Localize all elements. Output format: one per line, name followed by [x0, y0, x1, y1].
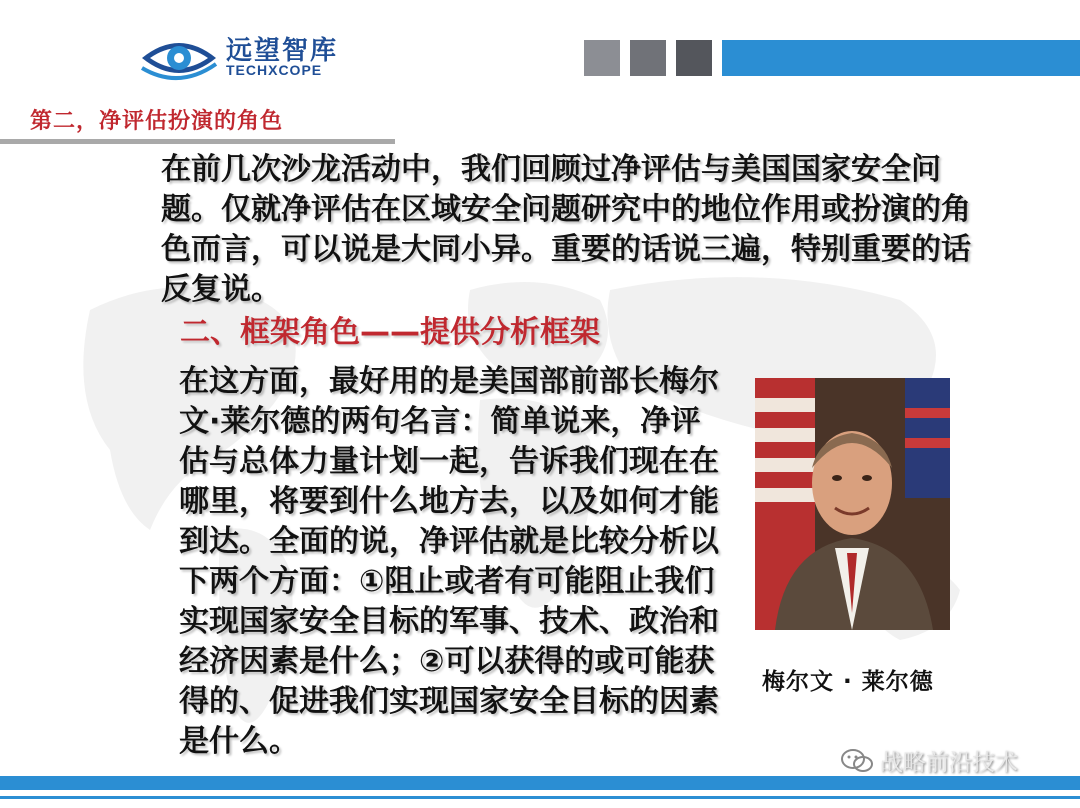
photo-caption: 梅尔文 · 莱尔德: [762, 669, 934, 695]
section-title: 第二，净评估扮演的角色: [30, 109, 284, 134]
watermark: [840, 744, 1018, 777]
paragraph-2: [107, 362, 727, 762]
portrait-photo: [755, 378, 950, 630]
footer-accent-bar: [0, 776, 1080, 790]
logo-name-cn: 远望智库: [226, 36, 339, 66]
techxcope-logo: [140, 28, 350, 90]
header-square-1: [584, 40, 620, 76]
wechat-icon: [840, 747, 874, 775]
title-underline: [0, 139, 395, 144]
paragraph-2-text: 在这方面，最好用的是美国部前部长梅尔文·莱尔德的两句名言：简单说来，净评估与总体力量计划一起，告诉我们现在在哪里，将要到什么地方去，以及如何才能到达。全面的说，净评估就是比较分析以下两个方面：①阻止或者有可能阻止我们实现国家安全目标的军事、技术、政治和经济因素是什么；②可以获得的或可能获得的、促进我们实现国家安全目标的因素是什么。: [179, 364, 719, 759]
header-square-3: [676, 40, 712, 76]
watermark-text: 战略前沿技术: [880, 750, 1018, 776]
paragraph-1-text: 在前几次沙龙活动中，我们回顾过净评估与美国国家安全问题。仅就净评估在区域安全问题研究中的地位作用或扮演的角色而言，可以说是大同小异。重要的话说三遍，特别重要的话反复说。: [161, 152, 971, 307]
eye-logo-icon: [140, 28, 218, 88]
subheading: 二、框架角色——提供分析框架: [180, 315, 600, 350]
header-square-2: [630, 40, 666, 76]
header-accent-bar: [722, 40, 1080, 76]
portrait-image: [755, 378, 950, 630]
paragraph-1: [107, 150, 977, 310]
logo-name-en: TECHXCOPE: [226, 62, 323, 78]
footer-accent-line: [0, 796, 1080, 799]
